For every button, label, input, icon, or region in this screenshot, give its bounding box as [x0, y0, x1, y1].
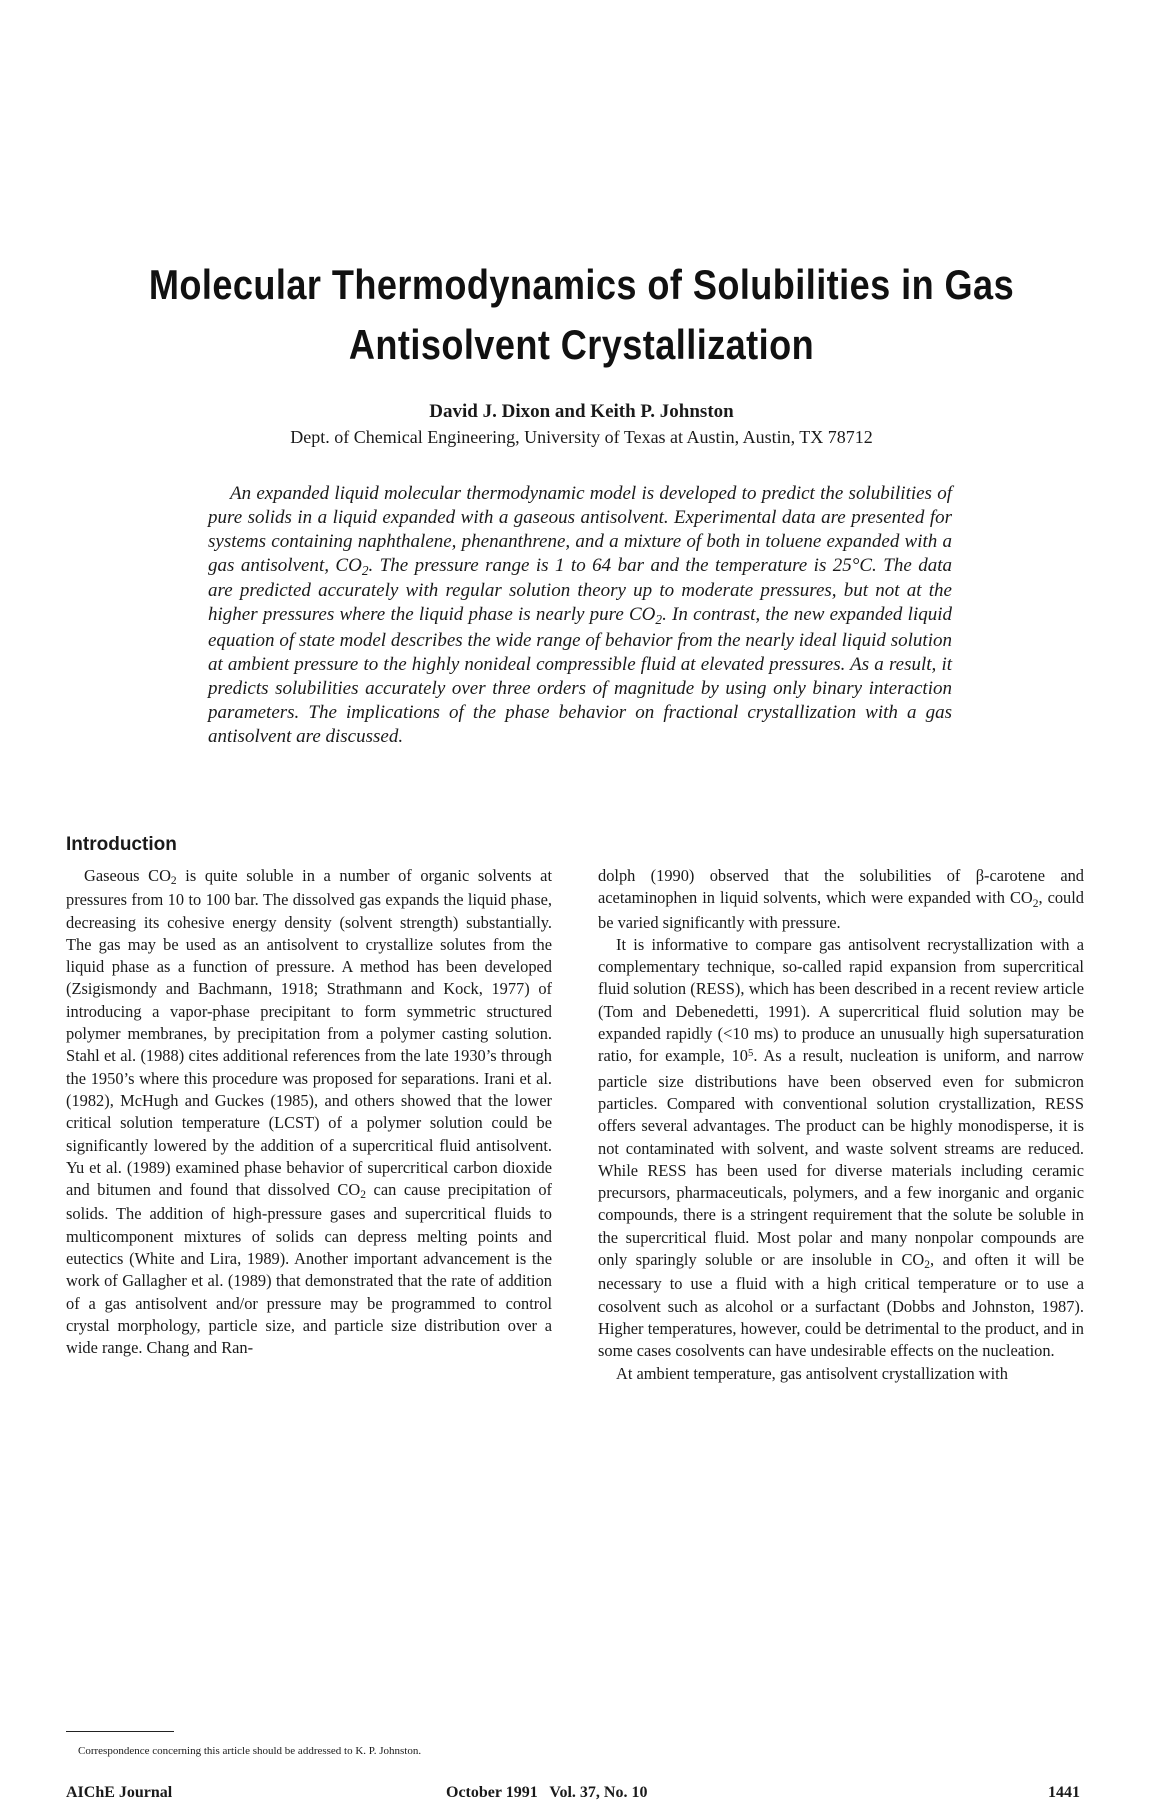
- abstract-part-2: . The pressure range is 1 to 64 bar and the temperature is 25°C. The data are predicted accurately with regular solution theory up to moderate pressures, but not at the higher pressures where the liquid phase is nearly pure CO: [208, 555, 952, 626]
- footer-page-number: 1441: [1048, 1784, 1080, 1801]
- subscript-2: 2: [361, 563, 369, 578]
- subscript-2: 2: [1032, 897, 1039, 910]
- title-line-2: Antisolvent Crystallization: [348, 321, 815, 368]
- right-column: [598, 865, 1084, 1385]
- superscript-5: 5: [748, 1048, 754, 1060]
- text-run: is quite soluble in a number of organic solvents at pressures from 10 to 100 bar. The dissolved gas expands the liquid phase, decreasing its cohesive energy density (solvent strength) substantially. The gas may be used as an antisolvent to crystallize solutes from the liquid phase as a function of pressure. A method has been developed (Zsigismondy and Bachmann, 1918; Strathmann and Kock, 1977) of introducing a vapor-phase precipitant to form symmetric structured polymer membranes, by precipitation from a polymer casting solution. Stahl et al. (1988) cites additional references from the late 1930’s through the 1950’s where this procedure was proposed for separations. Irani et al. (1982), McHugh and Guckes (1985), and others showed that the lower critical solution temperature (LCST) of a polymer solution could be significantly lowered by the addition of a supercritical fluid antisolvent. Yu et al. (1989) examined phase behavior of supercritical carbon dioxide and bitumen and found that dissolved CO: [66, 866, 552, 1200]
- title-line-1: Molecular Thermodynamics of Solubilities in Gas: [148, 261, 1015, 308]
- text-run: can cause precipitation of solids. The addition of high-pressure gases and supercritical fluids to multicomponent mixtures of solids can depress melting points and eutectics (White and Lira, 1989). Another important advancement is the work of Gallagher et al. (1989) that demonstrated that the rate of addition of a gas antisolvent and/or pressure may be programmed to control crystal morphology, particle size, and particle size distribution over a wide range. Chang and Ran-: [66, 1180, 552, 1358]
- text-run: , could be varied significantly with pressure.: [598, 888, 1084, 932]
- footer-issue: October 1991 Vol. 37, No. 10: [446, 1784, 648, 1801]
- footer-journal: AIChE Journal: [66, 1784, 173, 1801]
- subscript-2: 2: [170, 875, 177, 888]
- paragraph: [598, 934, 1084, 1363]
- affiliation: Dept. of Chemical Engineering, University of Texas at Austin, Austin, TX 78712: [290, 427, 873, 447]
- abstract: [208, 482, 952, 749]
- footnote: Correspondence concerning this article should be addressed to K. P. Johnston.: [78, 1745, 422, 1757]
- left-column: [66, 865, 552, 1360]
- text-run: dolph (1990) observed that the solubilities of β-carotene and acetaminophen in liquid solvents, which were expanded with CO: [598, 866, 1084, 908]
- subscript-2: 2: [655, 612, 663, 628]
- paragraph: [598, 1363, 1084, 1385]
- subscript-2: 2: [924, 1259, 930, 1272]
- paragraph: [598, 865, 1084, 934]
- text-run: . As a result, nucleation is uniform, and narrow particle size distributions have been observed even for submicron particles. Compared with conventional solution crystallization, RESS offers several advantages. The product can be highly monodisperse, it is not contaminated with solvent, and waste solvent streams are reduced. While RESS has been used for diverse materials including ceramic precursors, pharmaceuticals, polymers, and a few inorganic and organic compounds, there is a stringent requirement that the solute be soluble in the supercritical fluid. Most polar and many nonpolar compounds are only sparingly soluble or are insoluble in CO: [598, 1046, 1085, 1270]
- subscript-2: 2: [360, 1189, 366, 1202]
- authors: David J. Dixon and Keith P. Johnston: [429, 401, 734, 422]
- text-run: It is informative to compare gas antisolvent recrystallization with a complementary technique, so-called rapid expansion from supercritical fluid solution (RESS), which has been described in a recent review article (Tom and Debenedetti, 1991). A supercritical fluid solution may be expanded rapidly (<10 ms) to produce an unusually high supersaturation ratio, for example, 10: [598, 934, 1084, 1066]
- text-run: , and often it will be necessary to use a fluid with a high critical temperature or to use a cosolvent such as alcohol or a surfactant (Dobbs and Johnston, 1987). Higher temperatures, however, could be detrimental to the product, and in some cases cosolvents can have undesirable effects on the nucleation.: [598, 1250, 1084, 1361]
- section-heading-introduction: Introduction: [66, 834, 177, 855]
- article-title: [116, 255, 1047, 375]
- text-run: At ambient temperature, gas antisolvent crystallization with: [616, 1363, 1008, 1383]
- text-run: Gaseous CO: [84, 866, 171, 885]
- abstract-part-3: . In contrast, the new expanded liquid equation of state model describes the wide range of behavior from the nearly ideal liquid solution at ambient pressure to the highly nonideal compressible fluid at elevated pressures. As a result, it predicts solubilities accurately over three orders of magnitude by using only binary interaction parameters. The implications of the phase behavior on fractional crystallization with a gas antisolvent are discussed.: [208, 604, 953, 747]
- footnote-rule: [66, 1731, 174, 1732]
- abstract-part-1: An expanded liquid molecular thermodynamic model is developed to predict the solubilities of pure solids in a liquid expanded with a gaseous antisolvent. Experimental data are presented for systems containing naphthalene, phenanthrene, and a mixture of both in toluene expanded with a gas antisolvent, CO: [208, 483, 952, 577]
- paragraph: [66, 865, 552, 1360]
